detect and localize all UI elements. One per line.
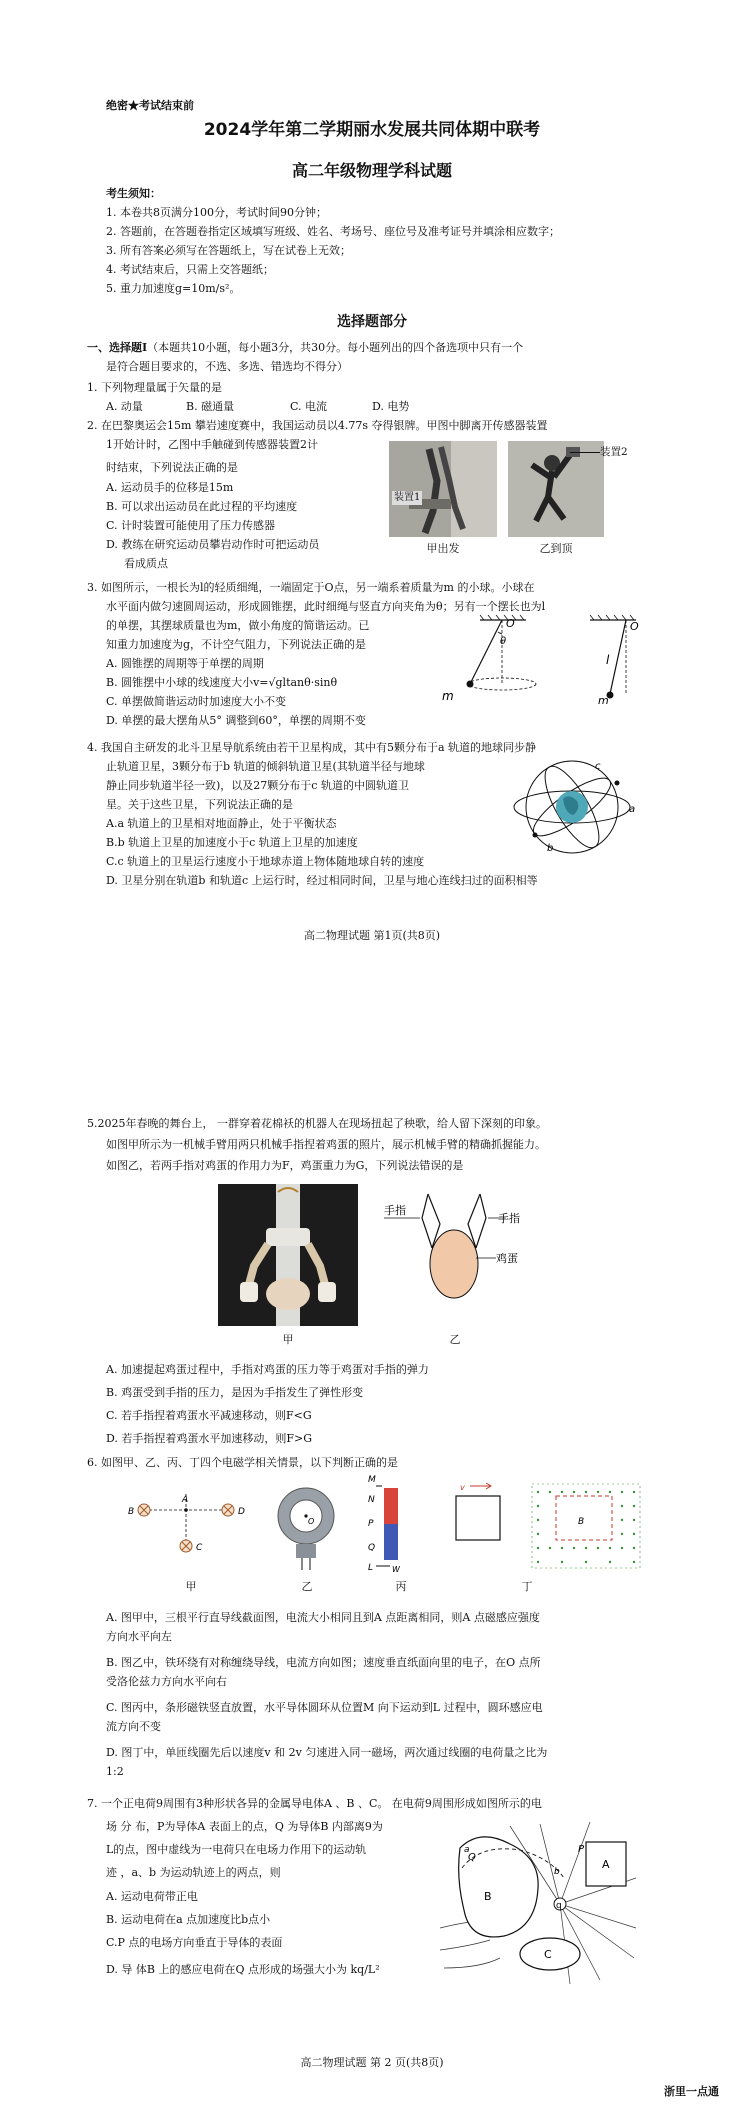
q1-stem: 1. 下列物理量属于矢量的是 (87, 381, 222, 394)
secret-mark: 绝密★考试结束前 (106, 99, 194, 112)
jia-label-b: B (128, 1507, 135, 1517)
bing-label-m: M (368, 1475, 376, 1485)
orbit-label-a: a (629, 804, 636, 815)
q7-option-a: A. 运动电荷带正电 (106, 1890, 198, 1903)
electric-field-diagram (440, 1818, 640, 1988)
notice-item: 5. 重力加速度g=10m/s²。 (106, 282, 241, 295)
field-label-q: q (556, 1901, 562, 1911)
q3-option-c: C. 单摆做简谐运动时加速度大小不变 (106, 695, 287, 708)
fig-label-o: O (506, 617, 515, 630)
q1-option-d: D. 电势 (372, 400, 410, 413)
q7-line-2: 场 分 布，P为导体A 表面上的点，Q 为导体B 内部离9为 (106, 1820, 383, 1833)
q3-option-a: A. 圆锥摆的周期等于单摆的周期 (106, 657, 264, 670)
q2-stem-1: 2. 在巴黎奥运会15m 攀岩速度赛中，我国运动员以4.77s 夺得银牌。甲图中脚离开传感器装置 (87, 419, 548, 432)
field-label-a-conductor: A (602, 1858, 610, 1871)
q5-line-2: 如图甲所示为一机械手臂用两只机械手指捏着鸡蛋的照片，展示机械手臂的精确抓握能力。 (106, 1138, 546, 1151)
exam-subtitle: 高二年级物理学科试题 (291, 161, 452, 180)
q6-caption-4: 丁 (521, 1580, 533, 1593)
page-footer-1: 高二物理试题 第1页(共8页) (303, 929, 441, 942)
orbit-label-c: c (595, 761, 601, 772)
notice-item: 3. 所有答案必须写在答题纸上，写在试卷上无效； (106, 244, 351, 257)
part1-desc-2: 是符合题目要求的，不选、多选、错选均不得分） (106, 360, 348, 373)
q4-line-2: 止轨道卫星，3颗分布于b 轨道的倾斜轨道卫星(其轨道半径与地球 (106, 760, 425, 773)
q6-caption-3: 丙 (395, 1580, 407, 1593)
fig-label-l: l (606, 653, 610, 667)
q4-option-c: C.c 轨道上的卫星运行速度小于地球赤道上物体随地球自转的速度 (106, 855, 425, 868)
watermark: 浙里一点通 (664, 2085, 719, 2098)
yi-label-o: O (308, 1517, 315, 1526)
q5-line-1: 5.2025年春晚的舞台上， 一群穿着花棉袄的机器人在现场扭起了秧歌，给人留下深刻的印象。 (87, 1117, 547, 1130)
q5-line-3: 如图乙，若两手指对鸡蛋的作用力为F，鸡蛋重力为G，下列说法错误的是 (106, 1159, 464, 1172)
q5-caption-1: 甲 (282, 1333, 294, 1346)
egg-label: 鸡蛋 (496, 1252, 518, 1265)
exam-title: 2024学年第二学期丽水发展共同体期中联考 (203, 120, 541, 140)
electromagnetism-diagrams (120, 1474, 660, 1574)
q3-line-1: 3. 如图所示，一根长为l的轻质细绳，一端固定于O点，另一端系着质量为m 的小球。小球在 (87, 581, 535, 594)
notice-item: 1. 本卷共8页满分100分，考试时间90分钟； (106, 206, 327, 219)
field-label-b-conductor: B (484, 1890, 492, 1903)
q6-option-a: A. 图甲中，三根平行直导线截面图，电流大小相同且到A 点距离相同，则A 点磁感应强度 (106, 1611, 540, 1624)
figure-yi (278, 1488, 334, 1570)
q7-line-1: 7. 一个正电荷9周围有3种形状各异的金属导电体A 、B 、C。 在电荷9周围形成如图所示的电 (87, 1797, 542, 1810)
fig-label-theta: θ (500, 636, 507, 647)
q1-option-a: A. 动量 (106, 400, 143, 413)
field-label-c-conductor: C (544, 1948, 552, 1961)
climber-top-photo (508, 441, 604, 537)
q2-stem-3: 时结束，下列说法正确的是 (106, 461, 238, 474)
figure-bing (368, 1475, 401, 1574)
jia-label-d: D (238, 1507, 245, 1517)
q2-option-d: D. 教练在研究运动员攀岩动作时可把运动员 (106, 538, 320, 551)
satellite-orbits-diagram (505, 757, 639, 857)
ding-label-b: B (578, 1517, 585, 1527)
q1-option-c: C. 电流 (290, 400, 328, 413)
bing-label-p: P (368, 1519, 374, 1529)
fig-label-m: m (442, 689, 454, 703)
bing-label-l: L (368, 1563, 374, 1573)
q6-option-d-cont: 1:2 (106, 1765, 124, 1778)
finger-label-left: 手指 (384, 1204, 406, 1217)
q2-option-a: A. 运动员手的位移是15m (106, 481, 234, 494)
q3-line-3: 的单摆，其摆球质量也为m，做小角度的简谐运动。已 (106, 619, 370, 632)
q2-caption-1: 甲出发 (426, 542, 460, 555)
q3-option-b: B. 圆锥摆中小球的线速度大小v=√gltanθ·sinθ (106, 676, 338, 689)
field-label-p: P (578, 1844, 585, 1855)
bing-label-n: N (368, 1495, 375, 1505)
orbit-label-b: b (547, 843, 554, 854)
jia-label-c: C (196, 1543, 203, 1553)
q6-caption-1: 甲 (185, 1580, 197, 1593)
q6-stem: 6. 如图甲、乙、丙、丁四个电磁学相关情景，以下判断正确的是 (87, 1456, 398, 1469)
q7-line-3: L的点，图中虚线为一电荷只在电场力作用下的运动轨 (106, 1843, 367, 1856)
device2-pointer (570, 452, 600, 453)
q2-stem-2: 1开始计时，乙图中手触碰到传感器装置2计 (106, 438, 318, 451)
q5-option-c: C. 若手指捏着鸡蛋水平减速移动，则F<G (106, 1409, 312, 1422)
notice-item: 2. 答题前，在答题卷指定区域填写班级、姓名、考场号、座位号及准考证号并填涂相应数字； (106, 225, 560, 238)
q4-line-3: 静止同步轨道半径一致)，以及27颗分布于c 轨道的中圆轨道卫 (106, 779, 409, 792)
q4-line-4: 星。关于这些卫星，下列说法正确的是 (106, 798, 293, 811)
q4-line-1: 4. 我国自主研发的北斗卫星导航系统由若干卫星构成，其中有5颗分布于a 轨道的地球同步静 (87, 741, 537, 754)
q2-option-c: C. 计时装置可能使用了压力传感器 (106, 519, 276, 532)
q6-option-b: B. 图乙中，铁环绕有对称缠绕导线，电流方向如图；速度垂直纸面向里的电子，在O 点所 (106, 1656, 541, 1669)
q3-option-d: D. 单摆的最大摆角从5° 调整到60°，单摆的周期不变 (106, 714, 366, 727)
q3-line-4: 知重力加速度为g，不计空气阻力，下列说法正确的是 (106, 638, 367, 651)
notice-item: 4. 考试结束后，只需上交答题纸； (106, 263, 274, 276)
q2-caption-2: 乙到顶 (539, 542, 573, 555)
ding-label-v: v (460, 1483, 465, 1492)
q6-option-d: D. 图丁中，单匝线圈先后以速度v 和 2v 匀速进入同一磁场，两次通过线圈的电荷量之比为 (106, 1746, 548, 1759)
field-label-a-point: a (464, 1845, 470, 1855)
q6-option-c: C. 图丙中，条形磁铁竖直放置，水平导体圆环从位置M 向下运动到L 过程中，圆环感应电 (106, 1701, 543, 1714)
q4-option-d: D. 卫星分别在轨道b 和轨道c 上运行时，经过相同时间，卫星与地心连线扫过的面积相等 (106, 874, 538, 887)
jia-label-a: A (182, 1495, 189, 1505)
q4-option-b: B.b 轨道上卫星的加速度小于c 轨道上卫星的加速度 (106, 836, 358, 849)
robot-hand-illustration (218, 1184, 358, 1326)
part1-desc: （本题共10小题，每小题3分，共30分。每小题列出的四个备选项中只有一个 (147, 341, 524, 354)
figure-ding (456, 1483, 640, 1568)
figure-jia (128, 1494, 245, 1553)
q5-option-a: A. 加速提起鸡蛋过程中，手指对鸡蛋的压力等于鸡蛋对手指的弹力 (106, 1363, 429, 1376)
q4-option-a: A.a 轨道上的卫星相对地面静止，处于平衡状态 (106, 817, 337, 830)
section-title: 选择题部分 (337, 314, 407, 330)
q6-option-c-cont: 流方向不变 (106, 1720, 161, 1733)
q5-option-b: B. 鸡蛋受到手指的压力，是因为手指发生了弹性形变 (106, 1386, 364, 1399)
q5-option-d: D. 若手指捏着鸡蛋水平加速移动，则F>G (106, 1432, 313, 1445)
part1-label: 一、选择题Ⅰ (87, 341, 148, 354)
fig-label-o2: O (630, 620, 639, 633)
fig-label-m2: m (598, 694, 609, 707)
device1-label: 装置1 (394, 492, 421, 503)
pendulum-diagram (440, 614, 640, 708)
q6-option-b-cont: 受洛伦兹力方向水平向右 (106, 1675, 227, 1688)
part1-header (87, 338, 523, 357)
q5-caption-2: 乙 (449, 1333, 461, 1346)
notice-heading: 考生须知： (106, 187, 161, 200)
bing-label-q: Q (368, 1543, 376, 1553)
climber-start-photo (389, 441, 497, 537)
bing-label-w: W (392, 1565, 400, 1574)
finger-label-right: 手指 (498, 1212, 520, 1225)
q1-option-b: B. 磁通量 (186, 400, 235, 413)
q2-option-d-cont: 看成质点 (124, 557, 168, 570)
q3-line-2: 水平面内做匀速圆周运动，形成圆锥摆，此时细绳与竖直方向夹角为θ；另有一个摆长也为l (106, 600, 546, 613)
field-label-b-point: b (554, 1867, 560, 1877)
q7-option-c: C.P 点的电场方向垂直于导体的表面 (106, 1936, 283, 1949)
climber-top-illustration (508, 441, 604, 537)
q7-line-4: 迹 ，a、b 为运动轨迹上的两点，则 (106, 1866, 281, 1879)
q2-option-b: B. 可以求出运动员在此过程的平均速度 (106, 500, 298, 513)
q6-caption-2: 乙 (301, 1580, 313, 1593)
q6-option-a-cont: 方向水平向左 (106, 1630, 172, 1643)
robot-hand-photo (218, 1184, 358, 1326)
q7-option-b: B. 运动电荷在a 点加速度比b点小 (106, 1913, 271, 1926)
field-label-q-point: Q (468, 1852, 476, 1863)
egg-fingers-diagram (380, 1188, 530, 1324)
page-footer-2: 高二物理试题 第 2 页(共8页) (300, 2056, 444, 2069)
climber-start-illustration (389, 441, 497, 537)
q7-option-d: D. 导 体B 上的感应电荷在Q 点形成的场强大小为 kq/L² (106, 1963, 380, 1976)
device2-label: 装置2 (600, 446, 628, 458)
